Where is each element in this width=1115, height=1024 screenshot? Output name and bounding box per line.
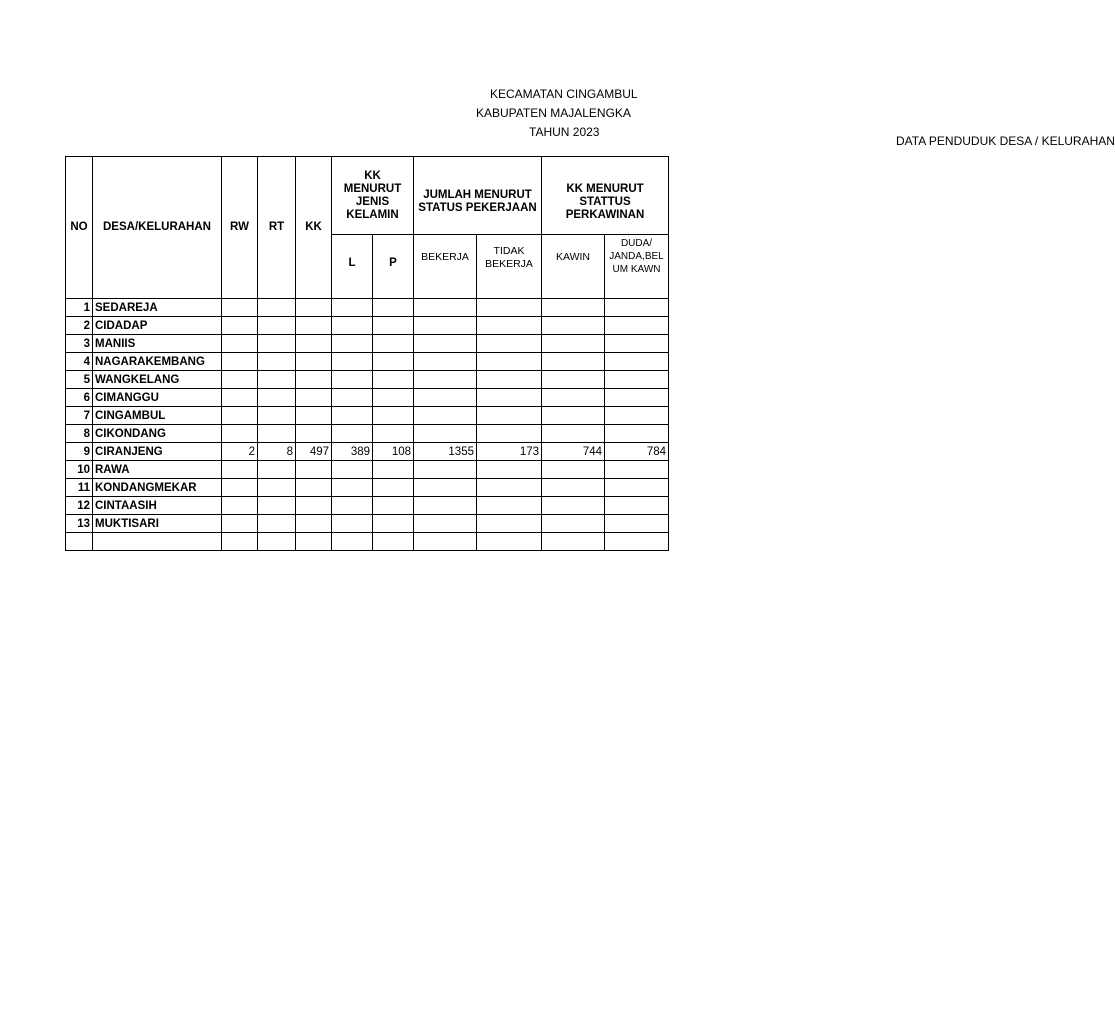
cell-duda (605, 335, 669, 353)
document-title (440, 66, 1115, 148)
table-row (66, 515, 669, 533)
cell-l (332, 371, 373, 389)
cell-rt (258, 353, 296, 371)
cell-duda (605, 461, 669, 479)
cell-rw (222, 461, 258, 479)
cell-l (332, 317, 373, 335)
cell-rt (258, 533, 296, 551)
header-bekerja: BEKERJA (414, 235, 477, 299)
cell-l (332, 335, 373, 353)
header-kawin: KAWIN (542, 235, 605, 299)
cell-kk (296, 533, 332, 551)
cell-duda (605, 425, 669, 443)
cell-rt (258, 497, 296, 515)
cell-p (373, 353, 414, 371)
cell-no: 1 (66, 299, 93, 317)
cell-rt (258, 425, 296, 443)
cell-bekerja (414, 407, 477, 425)
cell-bekerja (414, 389, 477, 407)
cell-no: 2 (66, 317, 93, 335)
cell-kawin (542, 407, 605, 425)
cell-desa: RAWA (93, 461, 222, 479)
cell-duda (605, 299, 669, 317)
cell-kawin (542, 533, 605, 551)
cell-p (373, 317, 414, 335)
cell-rt (258, 335, 296, 353)
cell-rw (222, 353, 258, 371)
cell-rt (258, 461, 296, 479)
table-row (66, 317, 669, 335)
cell-l (332, 389, 373, 407)
cell-rt (258, 389, 296, 407)
population-table (65, 156, 669, 551)
cell-desa: MANIIS (93, 335, 222, 353)
cell-l (332, 533, 373, 551)
header-desa: DESA/KELURAHAN (93, 157, 222, 299)
table-row (66, 497, 669, 515)
cell-kawin (542, 389, 605, 407)
cell-desa: CINGAMBUL (93, 407, 222, 425)
header-kk: KK (296, 157, 332, 299)
header-tidak-bekerja: TIDAK BEKERJA (477, 235, 542, 299)
title-line-1-clip (880, 132, 1115, 152)
cell-no: 12 (66, 497, 93, 515)
cell-p (373, 299, 414, 317)
cell-kk (296, 515, 332, 533)
table-row (66, 533, 669, 551)
cell-p (373, 497, 414, 515)
cell-tidak-bekerja (477, 371, 542, 389)
cell-desa: WANGKELANG (93, 371, 222, 389)
header-rw: RW (222, 157, 258, 299)
cell-bekerja (414, 353, 477, 371)
cell-tidak-bekerja (477, 533, 542, 551)
cell-no: 6 (66, 389, 93, 407)
cell-rw (222, 533, 258, 551)
table-body (66, 299, 669, 551)
cell-rw (222, 317, 258, 335)
cell-kawin (542, 299, 605, 317)
cell-rt (258, 515, 296, 533)
cell-bekerja (414, 317, 477, 335)
cell-kk (296, 389, 332, 407)
cell-rt (258, 317, 296, 335)
cell-l (332, 299, 373, 317)
cell-no: 4 (66, 353, 93, 371)
header-no: NO (66, 157, 93, 299)
cell-tidak-bekerja (477, 389, 542, 407)
cell-bekerja (414, 497, 477, 515)
cell-p (373, 479, 414, 497)
cell-tidak-bekerja (477, 425, 542, 443)
cell-desa: MUKTISARI (93, 515, 222, 533)
header-p: P (373, 235, 414, 299)
title-line-3: KABUPATEN MAJALENGKA (476, 106, 631, 120)
cell-kk (296, 425, 332, 443)
cell-bekerja: 1355 (414, 443, 477, 461)
cell-rw (222, 335, 258, 353)
cell-desa: CIDADAP (93, 317, 222, 335)
cell-desa: CIMANGGU (93, 389, 222, 407)
cell-no: 7 (66, 407, 93, 425)
title-line-2: KECAMATAN CINGAMBUL (490, 87, 638, 101)
cell-kawin (542, 317, 605, 335)
cell-no: 5 (66, 371, 93, 389)
header-status-pekerjaan: JUMLAH MENURUT STATUS PEKERJAAN (414, 157, 542, 235)
cell-l (332, 479, 373, 497)
cell-tidak-bekerja (477, 335, 542, 353)
cell-rt (258, 407, 296, 425)
cell-tidak-bekerja (477, 515, 542, 533)
cell-no: 13 (66, 515, 93, 533)
table-row (66, 389, 669, 407)
cell-duda: 784 (605, 443, 669, 461)
cell-p (373, 407, 414, 425)
cell-rt (258, 371, 296, 389)
cell-bekerja (414, 533, 477, 551)
cell-rw (222, 479, 258, 497)
table-row (66, 443, 669, 461)
cell-duda (605, 389, 669, 407)
cell-bekerja (414, 461, 477, 479)
cell-tidak-bekerja (477, 479, 542, 497)
cell-bekerja (414, 479, 477, 497)
title-line-4: TAHUN 2023 (529, 125, 600, 139)
cell-l (332, 461, 373, 479)
cell-p (373, 533, 414, 551)
cell-duda (605, 353, 669, 371)
cell-desa: NAGARAKEMBANG (93, 353, 222, 371)
table-row (66, 479, 669, 497)
cell-duda (605, 479, 669, 497)
cell-no: 8 (66, 425, 93, 443)
cell-kawin (542, 479, 605, 497)
table-row (66, 407, 669, 425)
cell-rw (222, 515, 258, 533)
cell-tidak-bekerja (477, 353, 542, 371)
cell-l: 389 (332, 443, 373, 461)
cell-kk (296, 479, 332, 497)
cell-duda (605, 515, 669, 533)
cell-kawin: 744 (542, 443, 605, 461)
cell-kawin (542, 515, 605, 533)
cell-bekerja (414, 335, 477, 353)
cell-rw (222, 425, 258, 443)
cell-tidak-bekerja: 173 (477, 443, 542, 461)
cell-tidak-bekerja (477, 461, 542, 479)
cell-kk (296, 497, 332, 515)
cell-p: 108 (373, 443, 414, 461)
cell-p (373, 371, 414, 389)
cell-duda (605, 371, 669, 389)
cell-kawin (542, 425, 605, 443)
cell-kk (296, 299, 332, 317)
table-row (66, 371, 669, 389)
cell-kawin (542, 353, 605, 371)
cell-kk (296, 353, 332, 371)
cell-no: 9 (66, 443, 93, 461)
cell-duda (605, 497, 669, 515)
cell-kawin (542, 497, 605, 515)
cell-bekerja (414, 515, 477, 533)
cell-p (373, 461, 414, 479)
cell-kawin (542, 461, 605, 479)
cell-no: 10 (66, 461, 93, 479)
cell-rw (222, 299, 258, 317)
cell-bekerja (414, 425, 477, 443)
cell-kawin (542, 335, 605, 353)
cell-tidak-bekerja (477, 497, 542, 515)
cell-rw (222, 371, 258, 389)
table-row (66, 299, 669, 317)
cell-duda (605, 317, 669, 335)
header-rt: RT (258, 157, 296, 299)
cell-kawin (542, 371, 605, 389)
cell-desa: KONDANGMEKAR (93, 479, 222, 497)
table-row (66, 425, 669, 443)
cell-rw: 2 (222, 443, 258, 461)
cell-duda (605, 407, 669, 425)
header-status-perkawinan: KK MENURUT STATTUS PERKAWINAN (542, 157, 669, 235)
cell-kk (296, 317, 332, 335)
table-row (66, 335, 669, 353)
cell-desa: CIKONDANG (93, 425, 222, 443)
cell-tidak-bekerja (477, 317, 542, 335)
cell-rt (258, 299, 296, 317)
cell-rt: 8 (258, 443, 296, 461)
header-l: L (332, 235, 373, 299)
cell-rw (222, 407, 258, 425)
cell-l (332, 515, 373, 533)
cell-l (332, 407, 373, 425)
cell-desa: CINTAASIH (93, 497, 222, 515)
cell-no: 11 (66, 479, 93, 497)
cell-l (332, 353, 373, 371)
cell-kk (296, 407, 332, 425)
cell-tidak-bekerja (477, 299, 542, 317)
cell-p (373, 389, 414, 407)
cell-kk (296, 461, 332, 479)
cell-desa: CIRANJENG (93, 443, 222, 461)
cell-desa: SEDAREJA (93, 299, 222, 317)
cell-rw (222, 497, 258, 515)
cell-tidak-bekerja (477, 407, 542, 425)
cell-no (66, 533, 93, 551)
cell-p (373, 335, 414, 353)
cell-no: 3 (66, 335, 93, 353)
table-row (66, 461, 669, 479)
cell-desa (93, 533, 222, 551)
cell-rw (222, 389, 258, 407)
cell-p (373, 515, 414, 533)
cell-l (332, 497, 373, 515)
cell-kk: 497 (296, 443, 332, 461)
cell-bekerja (414, 371, 477, 389)
cell-kk (296, 371, 332, 389)
cell-bekerja (414, 299, 477, 317)
cell-duda (605, 533, 669, 551)
title-line-1: DATA PENDUDUK DESA / KELURAHAN (896, 134, 1115, 148)
cell-kk (296, 335, 332, 353)
cell-p (373, 425, 414, 443)
cell-l (332, 425, 373, 443)
header-kk-jenis-kelamin: KK MENURUT JENIS KELAMIN (332, 157, 414, 235)
header-duda-janda: DUDA/ JANDA,BEL UM KAWN (605, 235, 669, 299)
table-row (66, 353, 669, 371)
cell-rt (258, 479, 296, 497)
